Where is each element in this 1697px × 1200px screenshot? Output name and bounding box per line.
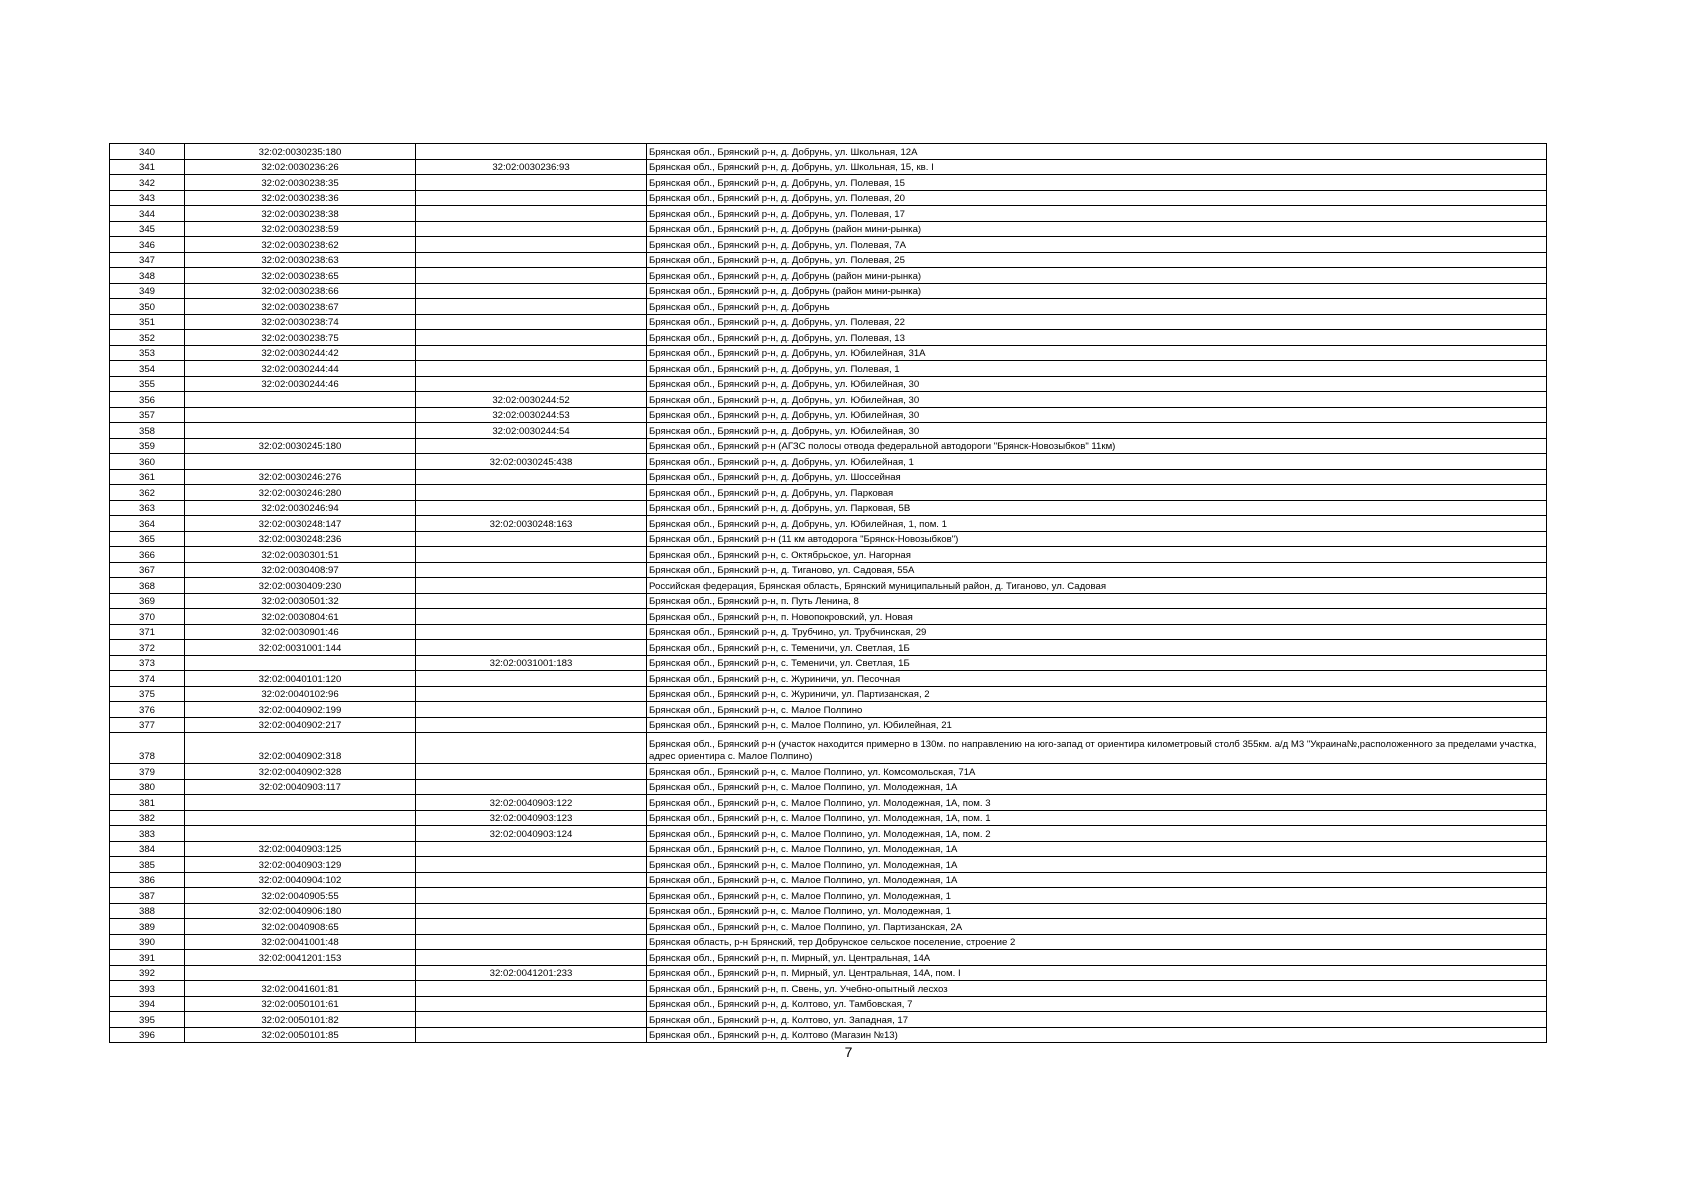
row-number-cell: 367: [110, 562, 185, 578]
address-cell: Брянская обл., Брянский р-н, д. Добрунь (район мини-рынка): [647, 283, 1547, 299]
table-row: [110, 485, 1547, 501]
table-row: [110, 965, 1547, 981]
row-number-cell: 388: [110, 903, 185, 919]
cadastral-number-cell: [185, 965, 416, 981]
row-number-cell: 382: [110, 810, 185, 826]
row-number-cell: 362: [110, 485, 185, 501]
table-row: [110, 500, 1547, 516]
address-cell: Брянская обл., Брянский р-н, с. Малое Полпино, ул. Молодежная, 1А, пом. 3: [647, 795, 1547, 811]
row-number-cell: 373: [110, 655, 185, 671]
row-number-cell: 394: [110, 996, 185, 1012]
cadastral-number-cell: 32:02:0030804:61: [185, 609, 416, 625]
sub-cadastral-number-cell: [416, 237, 647, 253]
row-number-cell: 356: [110, 392, 185, 408]
sub-cadastral-number-cell: [416, 531, 647, 547]
sub-cadastral-number-cell: [416, 547, 647, 563]
cadastral-number-cell: 32:02:0040903:129: [185, 857, 416, 873]
page-number: 7: [844, 1044, 853, 1060]
sub-cadastral-number-cell: [416, 485, 647, 501]
table-row: [110, 640, 1547, 656]
address-cell: Брянская обл., Брянский р-н, с. Малое Полпино: [647, 702, 1547, 718]
row-number-cell: 352: [110, 330, 185, 346]
sub-cadastral-number-cell: 32:02:0030244:52: [416, 392, 647, 408]
sub-cadastral-number-cell: [416, 996, 647, 1012]
address-cell: Брянская обл., Брянский р-н, с. Малое Полпино, ул. Молодежная, 1: [647, 888, 1547, 904]
row-number-cell: 357: [110, 407, 185, 423]
row-number-cell: 381: [110, 795, 185, 811]
address-cell: Брянская обл., Брянский р-н, д. Добрунь, ул. Юбилейная, 30: [647, 392, 1547, 408]
cadastral-number-cell: 32:02:0030238:59: [185, 221, 416, 237]
cadastral-number-cell: 32:02:0040905:55: [185, 888, 416, 904]
sub-cadastral-number-cell: 32:02:0040903:123: [416, 810, 647, 826]
table-row: [110, 423, 1547, 439]
address-cell: Брянская обл., Брянский р-н (АГЗС полосы отвода федеральной автодороги "Брянск-Новозыбков" 11км): [647, 438, 1547, 454]
address-cell: Брянская обл., Брянский р-н, с. Малое Полпино, ул. Молодежная, 1А: [647, 872, 1547, 888]
table-row: [110, 624, 1547, 640]
cadastral-number-cell: 32:02:0040906:180: [185, 903, 416, 919]
address-cell: Брянская обл., Брянский р-н, д. Добрунь, ул. Полевая, 1: [647, 361, 1547, 377]
sub-cadastral-number-cell: 32:02:0040903:122: [416, 795, 647, 811]
address-cell: Брянская обл., Брянский р-н, п. Свень, ул. Учебно-опытный лесхоз: [647, 981, 1547, 997]
sub-cadastral-number-cell: [416, 376, 647, 392]
sub-cadastral-number-cell: [416, 888, 647, 904]
sub-cadastral-number-cell: 32:02:0040903:124: [416, 826, 647, 842]
table-row: [110, 469, 1547, 485]
table-row: [110, 376, 1547, 392]
cadastral-number-cell: 32:02:0030238:65: [185, 268, 416, 284]
sub-cadastral-number-cell: [416, 609, 647, 625]
address-cell: Брянская обл., Брянский р-н, с. Малое Полпино, ул. Молодежная, 1: [647, 903, 1547, 919]
sub-cadastral-number-cell: [416, 764, 647, 780]
table-row: [110, 221, 1547, 237]
row-number-cell: 375: [110, 686, 185, 702]
row-number-cell: 378: [110, 733, 185, 764]
cadastral-number-cell: 32:02:0031001:144: [185, 640, 416, 656]
table-row: [110, 562, 1547, 578]
table-row: [110, 810, 1547, 826]
address-cell: Брянская обл., Брянский р-н, д. Добрунь (район мини-рынка): [647, 221, 1547, 237]
cadastral-number-cell: 32:02:0041001:48: [185, 934, 416, 950]
sub-cadastral-number-cell: [416, 841, 647, 857]
cadastral-number-cell: [185, 655, 416, 671]
row-number-cell: 395: [110, 1012, 185, 1028]
sub-cadastral-number-cell: [416, 934, 647, 950]
row-number-cell: 343: [110, 190, 185, 206]
cadastral-number-cell: [185, 795, 416, 811]
address-cell: Брянская обл., Брянский р-н, д. Добрунь, ул. Полевая, 15: [647, 175, 1547, 191]
row-number-cell: 369: [110, 593, 185, 609]
row-number-cell: 377: [110, 717, 185, 733]
sub-cadastral-number-cell: [416, 562, 647, 578]
address-cell: Брянская обл., Брянский р-н, д. Колтово (Магазин №13): [647, 1027, 1547, 1043]
table-row: [110, 717, 1547, 733]
sub-cadastral-number-cell: [416, 578, 647, 594]
cadastral-number-cell: 32:02:0040908:65: [185, 919, 416, 935]
row-number-cell: 353: [110, 345, 185, 361]
table-row: [110, 206, 1547, 222]
cadastral-number-cell: 32:02:0030238:67: [185, 299, 416, 315]
address-cell: Брянская обл., Брянский р-н, п. Мирный, ул. Центральная, 14А: [647, 950, 1547, 966]
sub-cadastral-number-cell: [416, 624, 647, 640]
address-cell: Брянская обл., Брянский р-н, д. Добрунь, ул. Парковая, 5В: [647, 500, 1547, 516]
cadastral-number-cell: 32:02:0041601:81: [185, 981, 416, 997]
address-cell: Брянская обл., Брянский р-н, с. Теменичи, ул. Светлая, 1Б: [647, 655, 1547, 671]
address-cell: Брянская обл., Брянский р-н, д. Добрунь: [647, 299, 1547, 315]
cadastral-number-cell: 32:02:0030238:35: [185, 175, 416, 191]
cadastral-number-cell: 32:02:0030409:230: [185, 578, 416, 594]
address-cell: Брянская обл., Брянский р-н, д. Колтово, ул. Западная, 17: [647, 1012, 1547, 1028]
cadastral-number-cell: 32:02:0030244:44: [185, 361, 416, 377]
table-row: [110, 516, 1547, 532]
cadastral-number-cell: 32:02:0050101:61: [185, 996, 416, 1012]
row-number-cell: 370: [110, 609, 185, 625]
row-number-cell: 379: [110, 764, 185, 780]
sub-cadastral-number-cell: [416, 903, 647, 919]
table-row: [110, 330, 1547, 346]
sub-cadastral-number-cell: [416, 175, 647, 191]
row-number-cell: 340: [110, 144, 185, 160]
row-number-cell: 380: [110, 779, 185, 795]
row-number-cell: 351: [110, 314, 185, 330]
row-number-cell: 372: [110, 640, 185, 656]
cadastral-number-cell: [185, 826, 416, 842]
row-number-cell: 376: [110, 702, 185, 718]
table-row: [110, 872, 1547, 888]
address-cell: Брянская обл., Брянский р-н, с. Малое Полпино, ул. Молодежная, 1А: [647, 779, 1547, 795]
sub-cadastral-number-cell: [416, 330, 647, 346]
row-number-cell: 358: [110, 423, 185, 439]
address-cell: Российская федерация, Брянская область, Брянский муниципальный район, д. Тиганово, ул. Садовая: [647, 578, 1547, 594]
row-number-cell: 360: [110, 454, 185, 470]
row-number-cell: 386: [110, 872, 185, 888]
row-number-cell: 342: [110, 175, 185, 191]
sub-cadastral-number-cell: [416, 438, 647, 454]
row-number-cell: 363: [110, 500, 185, 516]
address-cell: Брянская обл., Брянский р-н, д. Добрунь, ул. Юбилейная, 30: [647, 423, 1547, 439]
sub-cadastral-number-cell: 32:02:0030248:163: [416, 516, 647, 532]
cadastral-number-cell: 32:02:0040904:102: [185, 872, 416, 888]
cadastral-number-cell: 32:02:0030238:62: [185, 237, 416, 253]
address-cell: Брянская обл., Брянский р-н (участок находится примерно в 130м. по направлению на юго-запад от ориентира километровый столб 355км. а/д М3 "Украина№,расположенного за пределами участка, адрес ориентира с. Малое Полпино): [647, 733, 1547, 764]
row-number-cell: 365: [110, 531, 185, 547]
cadastral-number-cell: 32:02:0040902:199: [185, 702, 416, 718]
table-row: [110, 903, 1547, 919]
sub-cadastral-number-cell: [416, 919, 647, 935]
sub-cadastral-number-cell: [416, 283, 647, 299]
sub-cadastral-number-cell: 32:02:0030244:54: [416, 423, 647, 439]
table-row: [110, 1012, 1547, 1028]
cadastral-number-cell: 32:02:0030238:36: [185, 190, 416, 206]
table-row: [110, 950, 1547, 966]
cadastral-number-cell: 32:02:0030301:51: [185, 547, 416, 563]
table-row: [110, 547, 1547, 563]
sub-cadastral-number-cell: [416, 469, 647, 485]
sub-cadastral-number-cell: [416, 872, 647, 888]
sub-cadastral-number-cell: [416, 1027, 647, 1043]
cadastral-number-cell: [185, 454, 416, 470]
address-cell: Брянская обл., Брянский р-н, п. Мирный, ул. Центральная, 14А, пом. I: [647, 965, 1547, 981]
sub-cadastral-number-cell: [416, 733, 647, 764]
row-number-cell: 348: [110, 268, 185, 284]
cadastral-number-cell: 32:02:0040902:328: [185, 764, 416, 780]
row-number-cell: 359: [110, 438, 185, 454]
sub-cadastral-number-cell: [416, 1012, 647, 1028]
row-number-cell: 350: [110, 299, 185, 315]
table-row: [110, 1027, 1547, 1043]
cadastral-number-cell: 32:02:0040903:125: [185, 841, 416, 857]
row-number-cell: 361: [110, 469, 185, 485]
cadastral-number-cell: 32:02:0030245:180: [185, 438, 416, 454]
sub-cadastral-number-cell: [416, 640, 647, 656]
table-row: [110, 764, 1547, 780]
table-row: [110, 299, 1547, 315]
row-number-cell: 383: [110, 826, 185, 842]
address-cell: Брянская обл., Брянский р-н, с. Журиничи, ул. Песочная: [647, 671, 1547, 687]
address-cell: Брянская обл., Брянский р-н, д. Добрунь, ул. Юбилейная, 31А: [647, 345, 1547, 361]
address-cell: Брянская обл., Брянский р-н, д. Добрунь, ул. Юбилейная, 1: [647, 454, 1547, 470]
cadastral-number-cell: 32:02:0041201:153: [185, 950, 416, 966]
address-cell: Брянская обл., Брянский р-н, д. Тиганово, ул. Садовая, 55А: [647, 562, 1547, 578]
address-cell: Брянская обл., Брянский р-н, д. Добрунь, ул. Полевая, 13: [647, 330, 1547, 346]
table-row: [110, 593, 1547, 609]
address-cell: Брянская обл., Брянский р-н, д. Добрунь, ул. Юбилейная, 30: [647, 407, 1547, 423]
cadastral-number-cell: 32:02:0040903:117: [185, 779, 416, 795]
cadastral-number-cell: 32:02:0040902:217: [185, 717, 416, 733]
cadastral-number-cell: 32:02:0030901:46: [185, 624, 416, 640]
row-number-cell: 384: [110, 841, 185, 857]
cadastral-number-cell: [185, 407, 416, 423]
address-cell: Брянская обл., Брянский р-н, д. Добрунь, ул. Юбилейная, 30: [647, 376, 1547, 392]
address-cell: Брянская обл., Брянский р-н, с. Малое Полпино, ул. Партизанская, 2А: [647, 919, 1547, 935]
sub-cadastral-number-cell: [416, 593, 647, 609]
sub-cadastral-number-cell: [416, 857, 647, 873]
row-number-cell: 364: [110, 516, 185, 532]
cadastral-number-cell: 32:02:0040902:318: [185, 733, 416, 764]
address-cell: Брянская обл., Брянский р-н, д. Добрунь, ул. Полевая, 25: [647, 252, 1547, 268]
sub-cadastral-number-cell: [416, 144, 647, 160]
sub-cadastral-number-cell: [416, 190, 647, 206]
cadastral-number-cell: 32:02:0030238:38: [185, 206, 416, 222]
sub-cadastral-number-cell: [416, 950, 647, 966]
table-row: [110, 609, 1547, 625]
row-number-cell: 390: [110, 934, 185, 950]
cadastral-number-cell: 32:02:0030246:94: [185, 500, 416, 516]
cadastral-number-cell: 32:02:0030501:32: [185, 593, 416, 609]
table-row: [110, 252, 1547, 268]
table-row: [110, 144, 1547, 160]
address-cell: Брянская обл., Брянский р-н, д. Колтово, ул. Тамбовская, 7: [647, 996, 1547, 1012]
table-row: [110, 826, 1547, 842]
table-row: [110, 996, 1547, 1012]
cadastral-number-cell: 32:02:0030238:75: [185, 330, 416, 346]
address-cell: Брянская обл., Брянский р-н, с. Малое Полпино, ул. Молодежная, 1А: [647, 841, 1547, 857]
row-number-cell: 344: [110, 206, 185, 222]
cadastral-number-cell: 32:02:0030236:26: [185, 159, 416, 175]
cadastral-number-cell: 32:02:0030244:46: [185, 376, 416, 392]
table-row: [110, 438, 1547, 454]
cadastral-number-cell: 32:02:0030238:66: [185, 283, 416, 299]
sub-cadastral-number-cell: 32:02:0030236:93: [416, 159, 647, 175]
cadastral-number-cell: 32:02:0030244:42: [185, 345, 416, 361]
table-row: [110, 919, 1547, 935]
cadastral-number-cell: [185, 392, 416, 408]
table-row: [110, 888, 1547, 904]
cadastral-number-cell: [185, 810, 416, 826]
cadastral-number-cell: 32:02:0030238:63: [185, 252, 416, 268]
row-number-cell: 366: [110, 547, 185, 563]
sub-cadastral-number-cell: [416, 779, 647, 795]
address-cell: Брянская обл., Брянский р-н, п. Новопокровский, ул. Новая: [647, 609, 1547, 625]
table-row: [110, 454, 1547, 470]
address-cell: Брянская обл., Брянский р-н, д. Добрунь, ул. Полевая, 22: [647, 314, 1547, 330]
sub-cadastral-number-cell: [416, 702, 647, 718]
row-number-cell: 355: [110, 376, 185, 392]
cadastral-number-cell: 32:02:0030246:276: [185, 469, 416, 485]
property-table: [109, 143, 1547, 1043]
address-cell: Брянская обл., Брянский р-н, с. Октябрьское, ул. Нагорная: [647, 547, 1547, 563]
row-number-cell: 368: [110, 578, 185, 594]
sub-cadastral-number-cell: [416, 252, 647, 268]
row-number-cell: 392: [110, 965, 185, 981]
row-number-cell: 393: [110, 981, 185, 997]
sub-cadastral-number-cell: 32:02:0030244:53: [416, 407, 647, 423]
table-row: [110, 361, 1547, 377]
address-cell: Брянская обл., Брянский р-н, с. Теменичи, ул. Светлая, 1Б: [647, 640, 1547, 656]
table-row: [110, 237, 1547, 253]
row-number-cell: 345: [110, 221, 185, 237]
row-number-cell: 371: [110, 624, 185, 640]
cadastral-number-cell: 32:02:0040101:120: [185, 671, 416, 687]
row-number-cell: 396: [110, 1027, 185, 1043]
table-row: [110, 531, 1547, 547]
table-row: [110, 857, 1547, 873]
address-cell: Брянская обл., Брянский р-н, д. Добрунь, ул. Школьная, 15, кв. I: [647, 159, 1547, 175]
cadastral-number-cell: 32:02:0030235:180: [185, 144, 416, 160]
table-row: [110, 981, 1547, 997]
row-number-cell: 385: [110, 857, 185, 873]
address-cell: Брянская обл., Брянский р-н, д. Добрунь, ул. Школьная, 12А: [647, 144, 1547, 160]
address-cell: Брянская обл., Брянский р-н, п. Путь Ленина, 8: [647, 593, 1547, 609]
cadastral-number-cell: 32:02:0030246:280: [185, 485, 416, 501]
table-row: [110, 159, 1547, 175]
row-number-cell: 391: [110, 950, 185, 966]
address-cell: Брянская область, р-н Брянский, тер Добрунское сельское поселение, строение 2: [647, 934, 1547, 950]
row-number-cell: 374: [110, 671, 185, 687]
address-cell: Брянская обл., Брянский р-н, с. Малое Полпино, ул. Комсомольская, 71А: [647, 764, 1547, 780]
cadastral-number-cell: 32:02:0030248:236: [185, 531, 416, 547]
row-number-cell: 387: [110, 888, 185, 904]
address-cell: Брянская обл., Брянский р-н, д. Добрунь, ул. Полевая, 17: [647, 206, 1547, 222]
sub-cadastral-number-cell: [416, 671, 647, 687]
sub-cadastral-number-cell: [416, 268, 647, 284]
row-number-cell: 349: [110, 283, 185, 299]
address-cell: Брянская обл., Брянский р-н, д. Добрунь, ул. Полевая, 7А: [647, 237, 1547, 253]
table-row: [110, 392, 1547, 408]
sub-cadastral-number-cell: [416, 345, 647, 361]
table-row: [110, 655, 1547, 671]
table-row: [110, 795, 1547, 811]
sub-cadastral-number-cell: [416, 221, 647, 237]
sub-cadastral-number-cell: [416, 314, 647, 330]
row-number-cell: 389: [110, 919, 185, 935]
table-row: [110, 314, 1547, 330]
table-row: [110, 686, 1547, 702]
table-row: [110, 779, 1547, 795]
address-cell: Брянская обл., Брянский р-н, д. Добрунь, ул. Полевая, 20: [647, 190, 1547, 206]
table-row: [110, 733, 1547, 764]
table-row: [110, 407, 1547, 423]
row-number-cell: 341: [110, 159, 185, 175]
row-number-cell: 354: [110, 361, 185, 377]
table-row: [110, 702, 1547, 718]
table-row: [110, 578, 1547, 594]
cadastral-number-cell: 32:02:0030238:74: [185, 314, 416, 330]
row-number-cell: 346: [110, 237, 185, 253]
sub-cadastral-number-cell: [416, 206, 647, 222]
cadastral-number-cell: 32:02:0050101:82: [185, 1012, 416, 1028]
sub-cadastral-number-cell: [416, 299, 647, 315]
sub-cadastral-number-cell: [416, 717, 647, 733]
cadastral-number-cell: 32:02:0040102:96: [185, 686, 416, 702]
address-cell: Брянская обл., Брянский р-н, с. Малое Полпино, ул. Молодежная, 1А, пом. 2: [647, 826, 1547, 842]
sub-cadastral-number-cell: [416, 500, 647, 516]
address-cell: Брянская обл., Брянский р-н, д. Добрунь, ул. Шоссейная: [647, 469, 1547, 485]
cadastral-number-cell: 32:02:0030248:147: [185, 516, 416, 532]
table-row: [110, 190, 1547, 206]
table-row: [110, 268, 1547, 284]
table-row: [110, 175, 1547, 191]
sub-cadastral-number-cell: 32:02:0031001:183: [416, 655, 647, 671]
sub-cadastral-number-cell: 32:02:0041201:233: [416, 965, 647, 981]
address-cell: Брянская обл., Брянский р-н, д. Трубчино, ул. Трубчинская, 29: [647, 624, 1547, 640]
cadastral-number-cell: [185, 423, 416, 439]
address-cell: Брянская обл., Брянский р-н (11 км автодорога "Брянск-Новозыбков"): [647, 531, 1547, 547]
address-cell: Брянская обл., Брянский р-н, с. Малое Полпино, ул. Молодежная, 1А: [647, 857, 1547, 873]
address-cell: Брянская обл., Брянский р-н, с. Журиничи, ул. Партизанская, 2: [647, 686, 1547, 702]
cadastral-number-cell: 32:02:0030408:97: [185, 562, 416, 578]
address-cell: Брянская обл., Брянский р-н, д. Добрунь, ул. Юбилейная, 1, пом. 1: [647, 516, 1547, 532]
table-row: [110, 841, 1547, 857]
table-row: [110, 934, 1547, 950]
table-row: [110, 283, 1547, 299]
address-cell: Брянская обл., Брянский р-н, д. Добрунь, ул. Парковая: [647, 485, 1547, 501]
address-cell: Брянская обл., Брянский р-н, с. Малое Полпино, ул. Молодежная, 1А, пом. 1: [647, 810, 1547, 826]
sub-cadastral-number-cell: [416, 686, 647, 702]
row-number-cell: 347: [110, 252, 185, 268]
sub-cadastral-number-cell: [416, 361, 647, 377]
table-row: [110, 345, 1547, 361]
table-body: [110, 144, 1547, 1043]
cadastral-number-cell: 32:02:0050101:85: [185, 1027, 416, 1043]
table-row: [110, 671, 1547, 687]
address-cell: Брянская обл., Брянский р-н, с. Малое Полпино, ул. Юбилейная, 21: [647, 717, 1547, 733]
address-cell: Брянская обл., Брянский р-н, д. Добрунь (район мини-рынка): [647, 268, 1547, 284]
sub-cadastral-number-cell: [416, 981, 647, 997]
sub-cadastral-number-cell: 32:02:0030245:438: [416, 454, 647, 470]
